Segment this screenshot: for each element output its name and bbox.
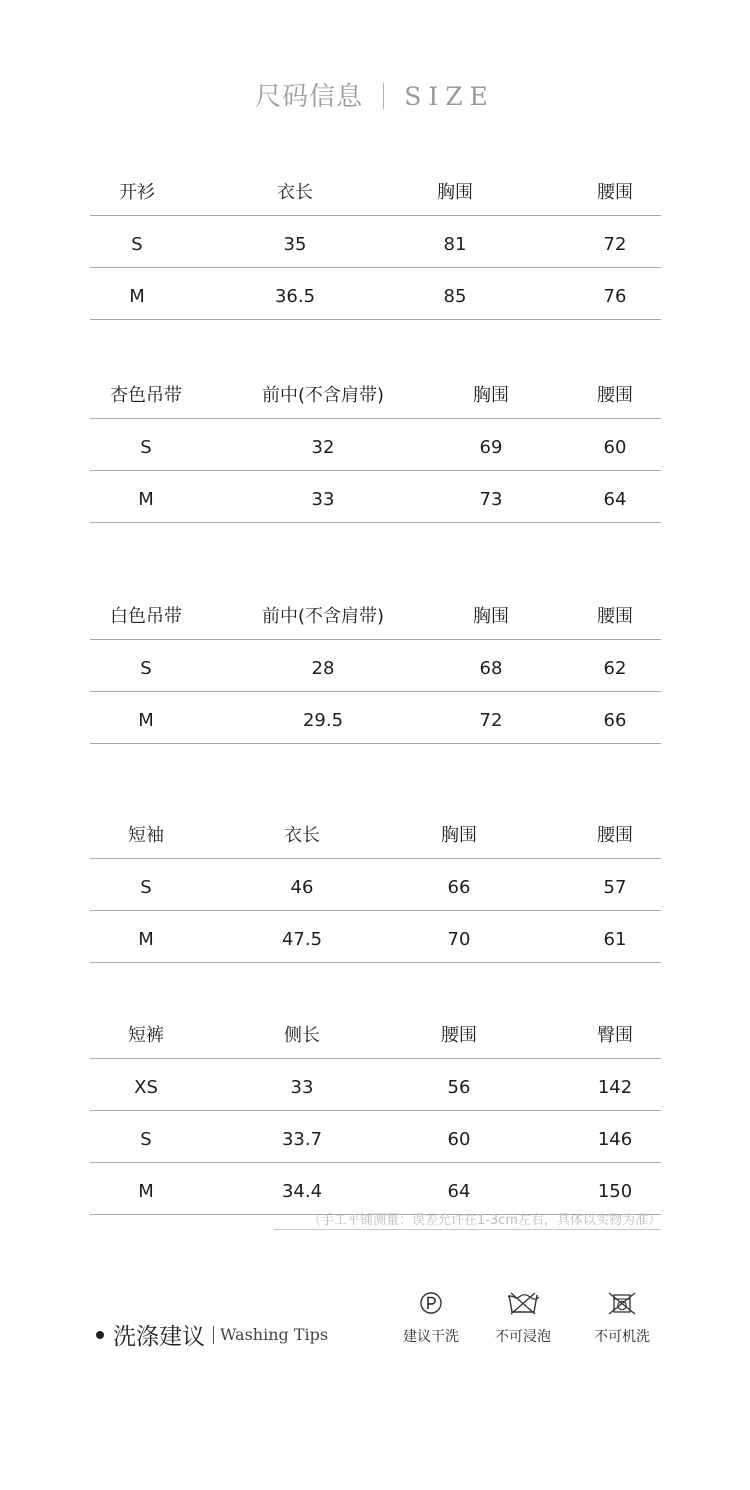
header-cell-size: 短袖	[128, 825, 164, 846]
table-row	[90, 1059, 661, 1111]
do-not-soak-icon	[506, 1290, 540, 1316]
cell-length: 33	[290, 1077, 314, 1098]
header-cell-length: 衣长	[277, 182, 313, 203]
header-cell-length: 前中(不含肩带)	[261, 606, 385, 627]
header-cell-size: 杏色吊带	[110, 385, 182, 406]
cell-size: S	[140, 658, 152, 679]
cell-size: M	[138, 710, 154, 731]
table-row	[90, 268, 661, 320]
table-header-row	[90, 164, 661, 216]
cell-measure-a: 81	[443, 234, 467, 255]
table-row	[90, 911, 661, 963]
header-cell-measure-b: 臀围	[597, 1025, 633, 1046]
do-not-machine-wash-icon	[605, 1290, 639, 1316]
cell-measure-b: 76	[603, 286, 627, 307]
cell-measure-b: 61	[603, 929, 627, 950]
table-row	[90, 692, 661, 744]
cell-length: 36.5	[274, 286, 316, 307]
cell-size: M	[138, 1181, 154, 1202]
size-table-cardigan	[90, 164, 661, 320]
header-cell-measure-b: 腰围	[597, 385, 633, 406]
cell-measure-b: 150	[597, 1181, 633, 1202]
cell-measure-b: 57	[603, 877, 627, 898]
cell-measure-a: 70	[447, 929, 471, 950]
header-cell-size: 短裤	[128, 1025, 164, 1046]
title-cn: 尺码信息	[255, 82, 364, 112]
table-header-row	[90, 807, 661, 859]
table-row	[90, 419, 661, 471]
tip-label: 不可浸泡	[495, 1329, 551, 1345]
washing-tips-heading	[96, 1318, 328, 1351]
cell-length: 33.7	[281, 1129, 323, 1150]
cell-size: S	[140, 1129, 152, 1150]
title-en: SIZE	[404, 82, 495, 111]
cell-size: S	[131, 234, 143, 255]
table-header-row	[90, 588, 661, 640]
cell-length: 47.5	[281, 929, 323, 950]
header-cell-length: 衣长	[284, 825, 320, 846]
table-row	[90, 1111, 661, 1163]
cell-measure-b: 142	[597, 1077, 633, 1098]
cell-size: S	[140, 437, 152, 458]
cell-measure-a: 64	[447, 1181, 471, 1202]
cell-measure-a: 68	[479, 658, 503, 679]
size-table-white-camisole	[90, 588, 661, 744]
header-cell-measure-a: 胸围	[437, 182, 473, 203]
header-cell-size: 开衫	[119, 182, 155, 203]
header-cell-measure-b: 腰围	[597, 825, 633, 846]
table-row	[90, 216, 661, 268]
tip-label: 不可机洗	[594, 1329, 650, 1345]
size-table-shorts	[90, 1007, 661, 1215]
cell-measure-a: 85	[443, 286, 467, 307]
washing-title-divider	[213, 1326, 214, 1344]
cell-measure-a: 73	[479, 489, 503, 510]
cell-length: 32	[311, 437, 335, 458]
table-header-row	[90, 1007, 661, 1059]
cell-measure-b: 64	[603, 489, 627, 510]
table-row	[90, 640, 661, 692]
size-info-title	[0, 76, 750, 113]
header-cell-length: 前中(不含肩带)	[261, 385, 385, 406]
header-cell-measure-b: 腰围	[597, 606, 633, 627]
dry-clean-p-icon	[418, 1290, 444, 1316]
cell-size: S	[140, 877, 152, 898]
cell-length: 35	[283, 234, 307, 255]
size-table-apricot-camisole	[90, 367, 661, 523]
measurement-note: （手工平铺测量：误差允许在1-3cm左右，具体以实物为准）	[274, 1209, 661, 1230]
cell-length: 29.5	[302, 710, 344, 731]
cell-size: XS	[134, 1077, 158, 1098]
cell-measure-a: 72	[479, 710, 503, 731]
tip-label: 建议干洗	[403, 1329, 459, 1345]
table-row	[90, 859, 661, 911]
size-table-short-sleeve	[90, 807, 661, 963]
cell-measure-b: 62	[603, 658, 627, 679]
cell-length: 34.4	[281, 1181, 323, 1202]
cell-length: 33	[311, 489, 335, 510]
cell-size: M	[138, 489, 154, 510]
cell-size: M	[138, 929, 154, 950]
cell-measure-a: 69	[479, 437, 503, 458]
table-row	[90, 471, 661, 523]
header-cell-measure-a: 腰围	[441, 1025, 477, 1046]
washing-title-cn: 洗涤建议	[113, 1324, 205, 1350]
washing-title-en: Washing Tips	[220, 1325, 329, 1344]
bullet-dot	[96, 1331, 104, 1339]
tip-no-soak	[478, 1290, 568, 1346]
title-divider	[383, 83, 384, 109]
cell-measure-a: 60	[447, 1129, 471, 1150]
header-cell-measure-a: 胸围	[473, 606, 509, 627]
cell-length: 28	[311, 658, 335, 679]
header-cell-length: 侧长	[284, 1025, 320, 1046]
header-cell-measure-a: 胸围	[473, 385, 509, 406]
cell-length: 46	[290, 877, 314, 898]
cell-measure-b: 66	[603, 710, 627, 731]
table-header-row	[90, 367, 661, 419]
cell-measure-b: 72	[603, 234, 627, 255]
table-row	[90, 1163, 661, 1215]
cell-measure-b: 146	[597, 1129, 633, 1150]
header-cell-size: 白色吊带	[110, 606, 182, 627]
cell-measure-a: 66	[447, 877, 471, 898]
tip-dry-clean	[386, 1290, 476, 1346]
header-cell-measure-b: 腰围	[597, 182, 633, 203]
cell-measure-b: 60	[603, 437, 627, 458]
cell-size: M	[129, 286, 145, 307]
header-cell-measure-a: 胸围	[441, 825, 477, 846]
cell-measure-a: 56	[447, 1077, 471, 1098]
tip-no-machine-wash	[577, 1290, 667, 1346]
